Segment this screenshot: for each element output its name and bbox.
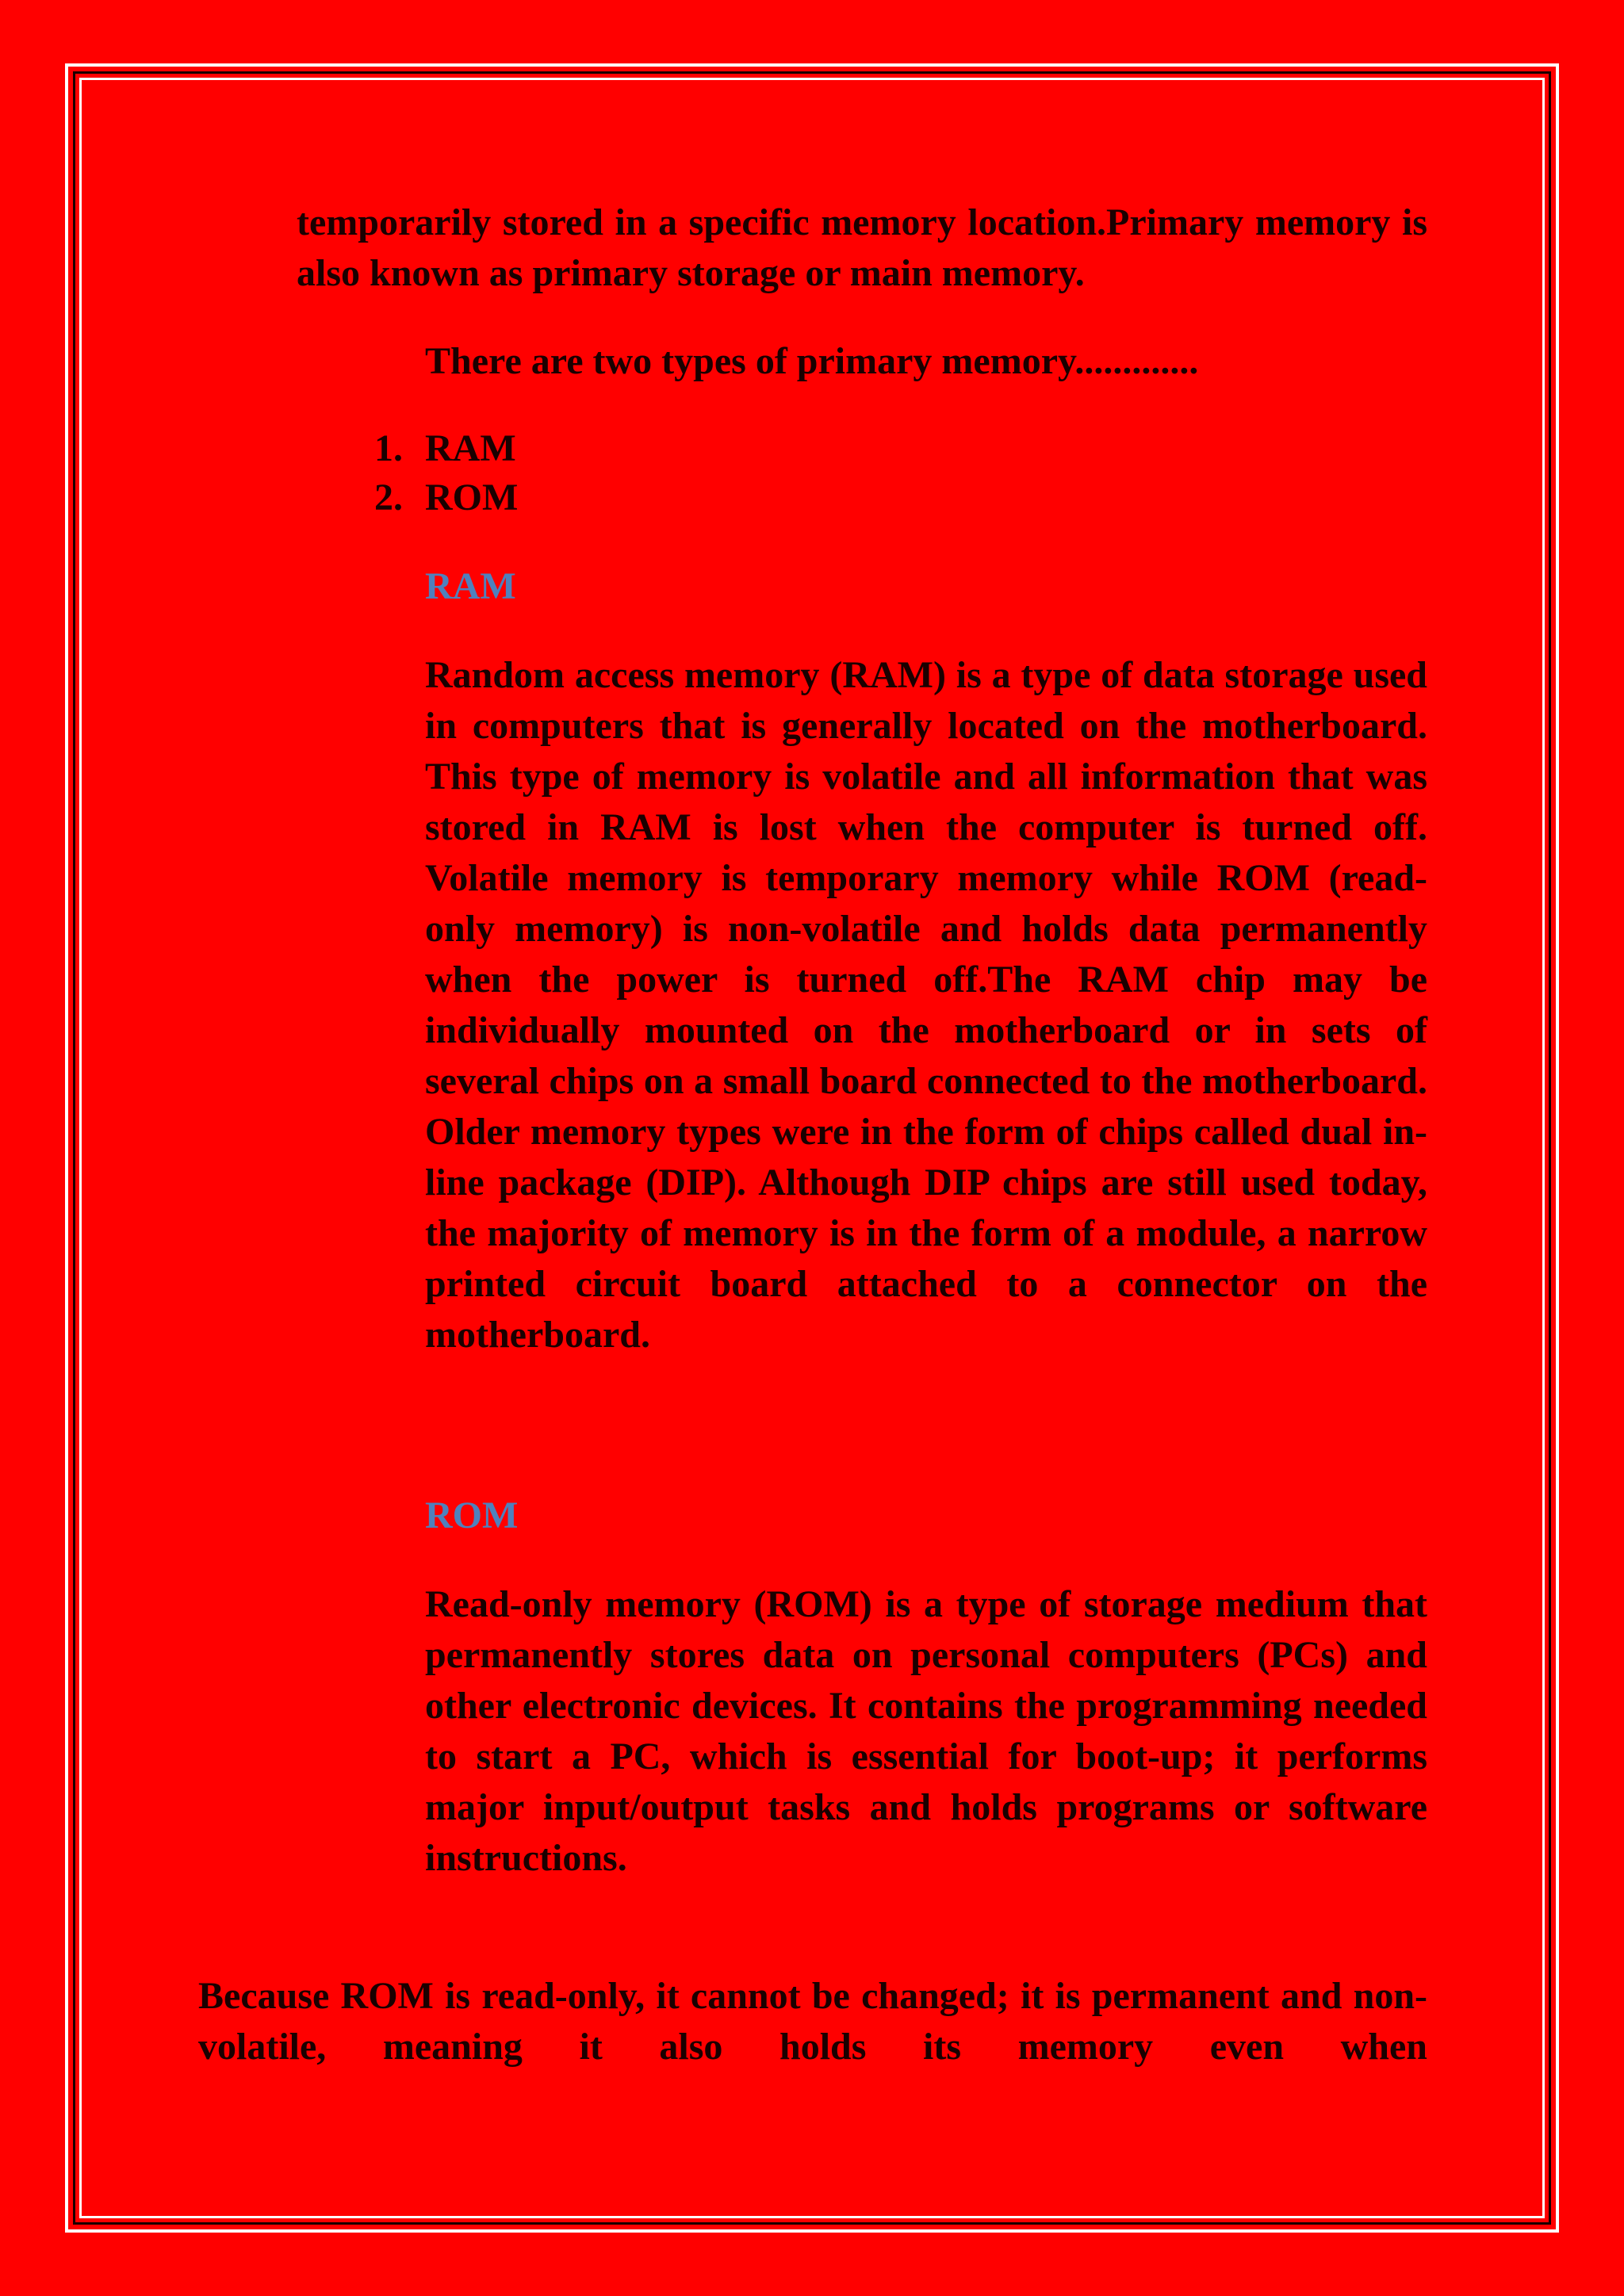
types-sentence: There are two types of primary memory............. [425,340,1199,382]
list-item-number: 1. [374,427,403,469]
because-paragraph: Because ROM is read-only, it cannot be changed; it is permanent and non-volatile, meaning it also holds its memory even when [198,1975,1427,2068]
ram-paragraph: Random access memory (RAM) is a type of data storage used in computers that is generally located on the motherboard. This type of memory is volatile and all information that was stored in RAM is lost when the computer is turned off. Volatile memory is temporary memory while ROM (read-only memory) is non-volatile and holds data permanently when the power is turned off.The RAM chip may be individually mounted on the motherboard or in sets of several chips on a small board connected to the motherboard. Older memory types were in the form of chips called dual in-line package (DIP). Although DIP chips are still used today, the majority of memory is in the form of a module, a narrow printed circuit board attached to a connector on the motherboard. [425,654,1427,1356]
rom-paragraph: Read-only memory (ROM) is a type of storage medium that permanently stores data on personal computers (PCs) and other electronic devices. It contains the programming needed to start a PC, which is essential for boot-up; it performs major input/output tasks and holds programs or software instructions. [425,1583,1427,1879]
list-item-label: ROM [425,476,519,519]
list-item-number: 2. [374,476,403,519]
list-item-label: RAM [425,427,516,469]
ram-heading: RAM [425,565,516,607]
intro-paragraph: temporarily stored in a specific memory location.Primary memory is also known as primary storage or main memory. [297,201,1427,294]
rom-heading: ROM [425,1494,519,1536]
list-item [374,423,516,474]
list-item [374,473,518,523]
